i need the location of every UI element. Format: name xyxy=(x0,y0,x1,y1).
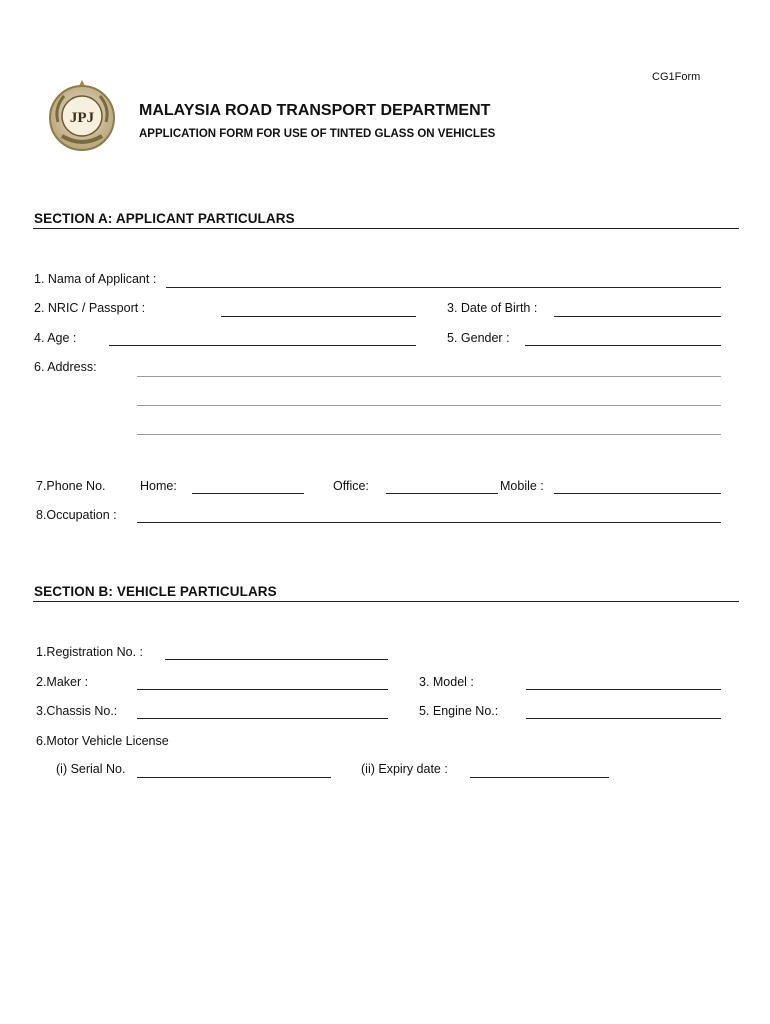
office-phone-field[interactable] xyxy=(386,493,498,494)
address-line-2[interactable] xyxy=(137,405,721,406)
page-title: MALAYSIA ROAD TRANSPORT DEPARTMENT xyxy=(139,102,491,119)
age-label: 4. Age : xyxy=(34,331,77,345)
form-code: CG1Form xyxy=(652,71,701,83)
nric-label: 2. NRIC / Passport : xyxy=(34,301,146,315)
registration-label: 1.Registration No. : xyxy=(36,645,143,659)
occupation-label: 8.Occupation : xyxy=(36,508,117,522)
applicant-name-field[interactable] xyxy=(166,287,721,288)
address-line-3[interactable] xyxy=(137,434,721,435)
mobile-phone-label: Mobile : xyxy=(500,479,544,493)
maker-field[interactable] xyxy=(137,689,388,690)
gender-field[interactable] xyxy=(525,345,721,346)
dob-label: 3. Date of Birth : xyxy=(447,301,538,315)
gender-label: 5. Gender : xyxy=(447,331,510,345)
chassis-field[interactable] xyxy=(137,718,388,719)
serial-label: (i) Serial No. xyxy=(56,762,126,776)
nric-field[interactable] xyxy=(221,316,416,317)
model-label: 3. Model : xyxy=(419,675,474,689)
section-a-heading: SECTION A: APPLICANT PARTICULARS xyxy=(34,211,295,226)
section-a-rule xyxy=(33,228,739,229)
address-line-1[interactable] xyxy=(137,376,721,377)
dob-field[interactable] xyxy=(554,316,721,317)
address-label: 6. Address: xyxy=(34,360,97,374)
home-phone-field[interactable] xyxy=(192,493,304,494)
expiry-field[interactable] xyxy=(470,777,609,778)
home-phone-label: Home: xyxy=(140,479,177,493)
jpj-emblem-logo xyxy=(44,76,120,152)
license-label: 6.Motor Vehicle License xyxy=(36,734,169,748)
registration-field[interactable] xyxy=(165,659,388,660)
chassis-label: 3.Chassis No.: xyxy=(36,704,118,718)
page-subtitle: APPLICATION FORM FOR USE OF TINTED GLASS ON VEHICLES xyxy=(139,128,496,140)
model-field[interactable] xyxy=(526,689,721,690)
engine-label: 5. Engine No.: xyxy=(419,704,499,718)
maker-label: 2.Maker : xyxy=(36,675,89,689)
serial-field[interactable] xyxy=(137,777,331,778)
age-field[interactable] xyxy=(109,345,416,346)
applicant-name-label: 1. Nama of Applicant : xyxy=(34,272,157,286)
engine-field[interactable] xyxy=(526,718,721,719)
occupation-field[interactable] xyxy=(137,522,721,523)
mobile-phone-field[interactable] xyxy=(554,493,721,494)
svg-text:JPJ: JPJ xyxy=(69,110,95,126)
phone-label: 7.Phone No. xyxy=(36,479,106,493)
section-b-heading: SECTION B: VEHICLE PARTICULARS xyxy=(34,584,277,599)
expiry-label: (ii) Expiry date : xyxy=(361,762,448,776)
section-b-rule xyxy=(33,601,739,602)
office-phone-label: Office: xyxy=(333,479,369,493)
